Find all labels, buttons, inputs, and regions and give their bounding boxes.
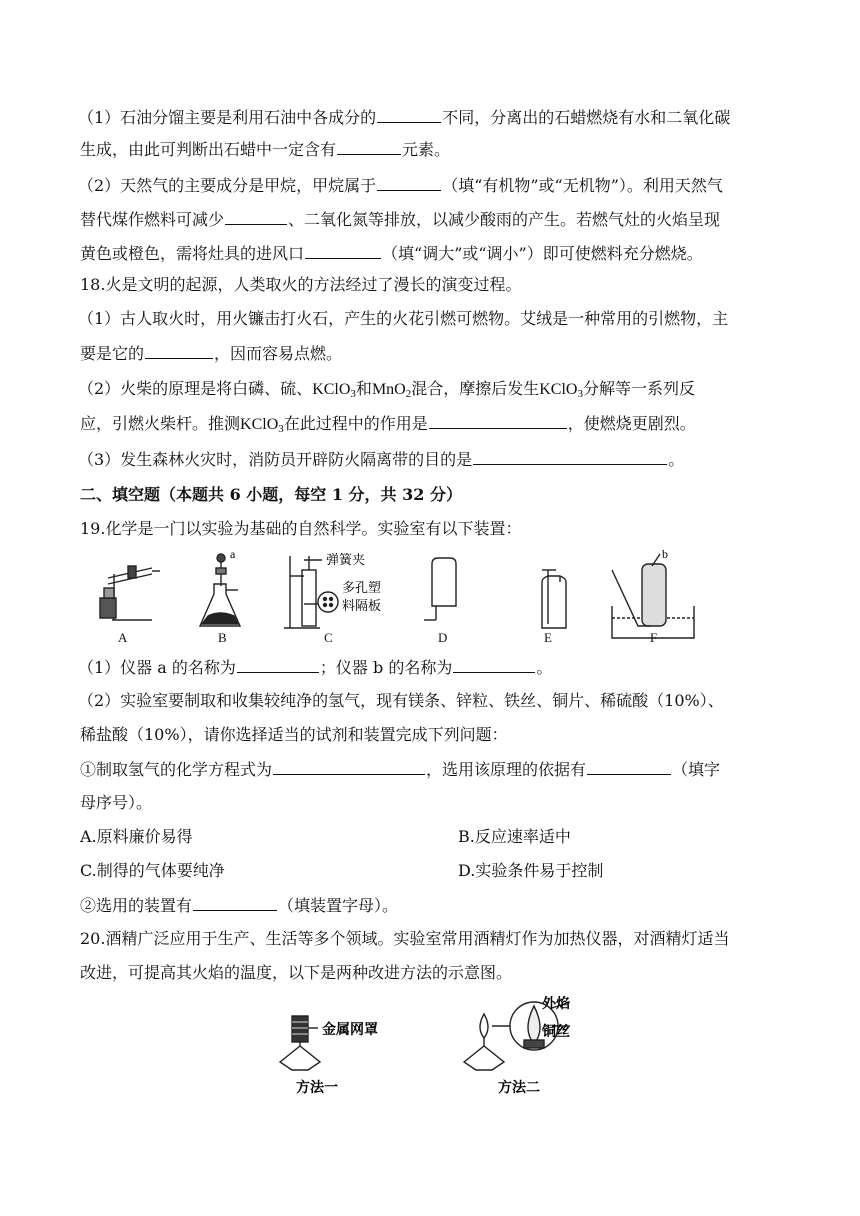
- q17-text: 替代煤作燃料可减少: [80, 210, 225, 229]
- q17-text: （1）石油分馏主要是利用石油中各成分的: [78, 108, 377, 127]
- caption-method-2: 方法二: [498, 1080, 540, 1096]
- apparatus-caption-a: A: [118, 630, 128, 645]
- q17-text: 生成，由此可判断出石蜡中一定含有: [80, 140, 337, 159]
- q19-part2-line1: （2）实验室要制取和收集较纯净的氢气，现有镁条、锌粒、铁丝、铜片、稀硫酸（10%）、: [78, 691, 724, 710]
- apparatus-d: [424, 558, 456, 620]
- q20-stem-line1: 20.酒精广泛应用于生产、生活等多个领域。实验室常用酒精灯作为加热仪器，对酒精灯适当: [80, 929, 730, 948]
- answer-blank[interactable]: [473, 448, 667, 465]
- option-a[interactable]: A.原料廉价易得: [80, 827, 193, 846]
- q18-part2-line1: [78, 378, 695, 401]
- answer-blank[interactable]: [305, 242, 381, 259]
- formula-subscript: 3: [278, 423, 284, 435]
- q19-sub1-line2: 母序号）。: [80, 793, 153, 812]
- q18-text: ，因而容易点燃。: [214, 344, 343, 363]
- answer-blank[interactable]: [225, 208, 287, 225]
- q19-stem: 19.化学是一门以实验为基础的自然科学。实验室有以下装置：: [80, 519, 522, 538]
- q19-part1: [78, 656, 552, 679]
- q19-options-row1: [80, 826, 571, 848]
- apparatus-a: [100, 566, 160, 620]
- q18-text: 混合，摩擦后发生: [411, 379, 540, 398]
- option-d[interactable]: D.实验条件易于控制: [458, 861, 604, 880]
- q19-text: （填装置字母）。: [278, 896, 399, 915]
- label-b: b: [662, 547, 668, 561]
- apparatus-caption-d: D: [438, 630, 448, 645]
- q19-text: ②选用的装置有: [80, 896, 193, 915]
- answer-blank[interactable]: [337, 138, 401, 155]
- q19-text: ；仪器 b 的名称为: [319, 658, 453, 677]
- q18-text: ，使燃烧更剧烈。: [567, 414, 696, 433]
- label-metal-cover: 金属网罩: [322, 1022, 378, 1038]
- q18-text: 和: [355, 379, 372, 398]
- formula-mno2: [372, 381, 411, 398]
- q18-text: 在此过程中的作用是: [283, 414, 428, 433]
- q18-text: 。: [668, 450, 685, 469]
- q17-part2-line2: [80, 208, 720, 231]
- q18-stem: 18.火是文明的起源，人类取火的方法经过了漫长的演变过程。: [80, 275, 522, 294]
- formula-text: MnO: [371, 381, 406, 398]
- q18-text: 要是它的: [80, 344, 145, 363]
- q18-text: 分解等一系列反: [582, 379, 695, 398]
- q19-text: ，选用该原理的依据有: [426, 760, 587, 779]
- formula-text: KClO: [312, 381, 351, 398]
- q17-part1-line1: [78, 106, 730, 129]
- q17-text: （填“有机物”或“无机物”）。利用天然气: [442, 176, 723, 195]
- formula-text: KClO: [240, 416, 279, 433]
- answer-blank[interactable]: [587, 758, 671, 775]
- q18-part3: [78, 448, 684, 471]
- q18-text: 应，引燃火柴杆。推测: [80, 414, 241, 433]
- q18-part1-line2: [80, 342, 342, 365]
- formula-kclo3: [312, 381, 356, 398]
- q19-text: ①制取氢气的化学方程式为: [80, 760, 273, 779]
- apparatus-b: [200, 554, 240, 626]
- q17-part1-line2: [80, 138, 450, 161]
- apparatus-caption-f: F: [650, 630, 658, 645]
- label-copper-wire: 铜丝: [542, 1024, 570, 1040]
- q19-text: 。: [536, 658, 553, 677]
- formula-kclo3: [240, 416, 284, 433]
- answer-blank[interactable]: [377, 106, 441, 123]
- formula-subscript: 2: [405, 388, 412, 400]
- option-c[interactable]: C.制得的气体要纯净: [80, 861, 225, 880]
- q17-text: （填“调大”或“调小”）即可使燃料充分燃烧。: [382, 244, 703, 263]
- alcohol-lamp-figure: [270, 996, 600, 1102]
- section-heading: 二、填空题（本题共 6 小题，每空 1 分，共 32 分）: [80, 485, 462, 504]
- q19-sub2: [80, 894, 398, 917]
- answer-blank[interactable]: [273, 758, 425, 775]
- q19-sub1-line1: [80, 758, 720, 781]
- q17-text: 不同，分离出的石蜡燃烧有水和二氧化碳: [442, 108, 731, 127]
- answer-blank[interactable]: [429, 412, 567, 429]
- q18-text: （2）火柴的原理是将白磷、硫、: [78, 379, 313, 398]
- q19-text: （1）仪器 a 的名称为: [78, 658, 236, 677]
- q20-stem-line2: 改进，可提高其火焰的温度，以下是两种改进方法的示意图。: [80, 963, 513, 982]
- label-porous-2: 料隔板: [342, 599, 382, 614]
- q17-part2-line1: [78, 174, 723, 197]
- caption-method-1: 方法一: [296, 1080, 338, 1096]
- option-b[interactable]: B.反应速率适中: [458, 827, 571, 846]
- apparatus-caption-b: B: [218, 630, 227, 645]
- q19-text: （填字: [672, 760, 721, 779]
- lamp-method-1: [280, 1016, 320, 1070]
- label-porous-1: 多孔塑: [342, 581, 382, 596]
- formula-subscript: 3: [577, 388, 583, 400]
- answer-blank[interactable]: [237, 656, 319, 673]
- answer-blank[interactable]: [377, 174, 441, 191]
- q19-part2-line2: 稀盐酸（10%），请你选择适当的试剂和装置完成下列问题：: [80, 725, 508, 744]
- label-spring-clip: 弹簧夹: [326, 553, 366, 568]
- apparatus-caption-e: E: [544, 630, 552, 645]
- apparatus-figure: [90, 546, 710, 646]
- answer-blank[interactable]: [193, 894, 277, 911]
- apparatus-caption-c: C: [324, 630, 333, 645]
- formula-subscript: 3: [350, 388, 356, 400]
- apparatus-f: [612, 554, 694, 638]
- label-a: a: [230, 547, 236, 561]
- q18-part2-line2: [80, 412, 696, 436]
- q18-text: （3）发生森林火灾时，消防员开辟防火隔离带的目的是: [78, 450, 473, 469]
- q17-text: 、二氧化氮等排放，以减少酸雨的产生。若燃气灶的火焰呈现: [288, 210, 721, 229]
- formula-kclo3: [539, 381, 583, 398]
- answer-blank[interactable]: [145, 342, 213, 359]
- q17-text: （2）天然气的主要成分是甲烷，甲烷属于: [78, 176, 377, 195]
- apparatus-e: [542, 570, 566, 628]
- label-outer-flame: 外焰: [542, 996, 570, 1012]
- q17-text: 元素。: [402, 140, 451, 159]
- formula-text: KClO: [539, 381, 578, 398]
- q17-part2-line3: [80, 242, 703, 265]
- q18-part1-line1: （1）古人取火时，用火镰击打火石，产生的火花引燃可燃物。艾绒是一种常用的引燃物，主: [78, 309, 729, 328]
- answer-blank[interactable]: [453, 656, 535, 673]
- q17-text: 黄色或橙色，需将灶具的进风口: [80, 244, 305, 263]
- q19-options-row2: [80, 860, 604, 882]
